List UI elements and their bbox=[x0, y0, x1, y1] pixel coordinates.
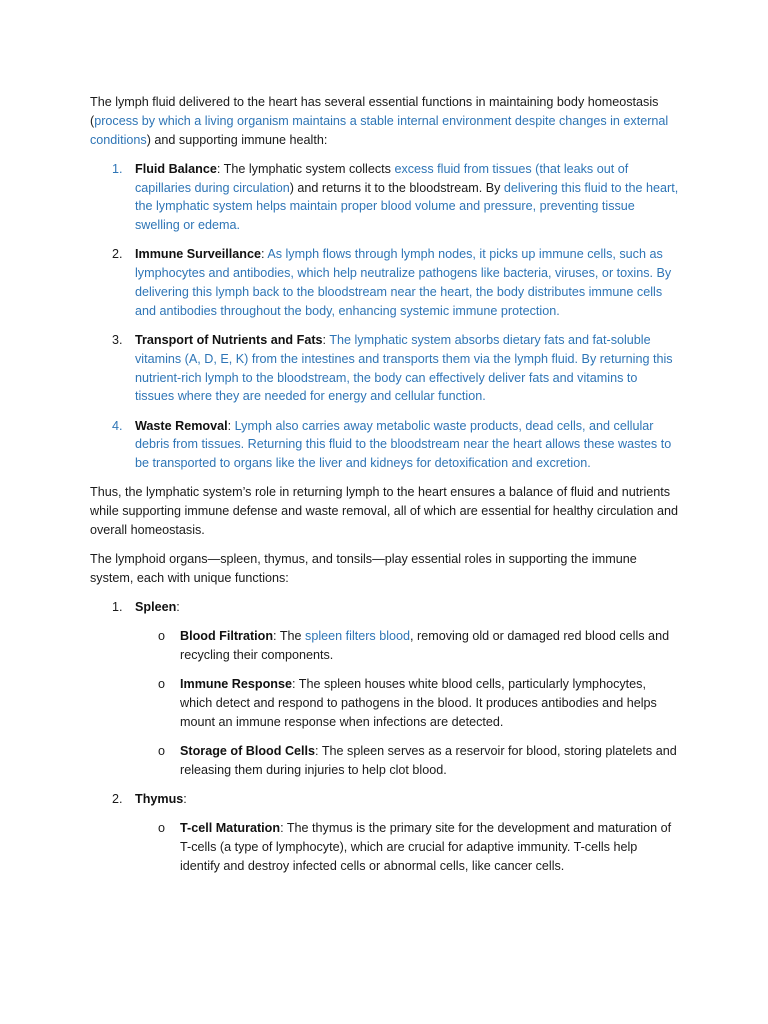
list-item-waste-removal bbox=[90, 417, 680, 473]
spleen-sublist bbox=[135, 627, 680, 779]
item-text: The lymphatic system collects bbox=[223, 161, 395, 176]
item-title: Fluid Balance bbox=[135, 161, 217, 176]
item-title: Transport of Nutrients and Fats bbox=[135, 332, 323, 347]
summary-paragraph: Thus, the lymphatic system’s role in returning lymph to the heart ensures a balance of fluid and nutrients while supporting immune defense and waste removal, all of which are essential for healthy circulation and overall homeostasis. bbox=[90, 485, 679, 537]
subitem-title: Blood Filtration bbox=[180, 629, 274, 644]
subitem-text: The spleen serves as a reservoir for blood, storing platelets and releasing them during injuries to help clot blood. bbox=[180, 744, 677, 777]
item-title: Immune Surveillance bbox=[135, 247, 261, 262]
highlight-text: Lymph also carries away metabolic waste products, dead cells, and cellular debris from tissues. Returning this fluid to the bloodstream near the heart allows these wastes to be transported to organs like the liver and kidneys for detoxification and excretion. bbox=[135, 418, 672, 471]
separator: : bbox=[216, 161, 224, 176]
highlight-text: delivering this fluid to the heart, the lymphatic system helps maintain proper blood volume and pressure, preventing tissue swelling or edema. bbox=[135, 180, 679, 233]
item-title: Spleen bbox=[135, 600, 177, 615]
list-item-fluid-balance bbox=[90, 160, 680, 235]
separator: : bbox=[227, 418, 235, 433]
thymus-sublist bbox=[135, 819, 680, 875]
list-number: 1. bbox=[112, 600, 123, 615]
list-number: 2. bbox=[112, 792, 123, 806]
list-item-spleen bbox=[90, 598, 680, 780]
subitem-text: , removing old or damaged red blood cells and recycling their components. bbox=[180, 629, 670, 663]
separator: : bbox=[291, 677, 299, 692]
sublist-item-blood-filtration bbox=[135, 627, 680, 665]
list-item-transport-nutrients bbox=[90, 331, 680, 406]
list-number: 4. bbox=[112, 418, 123, 433]
list-number: 3. bbox=[112, 332, 123, 347]
list-number: 2. bbox=[112, 247, 123, 262]
list-number: 1. bbox=[112, 161, 123, 176]
separator: : bbox=[273, 629, 280, 644]
homeostasis-definition-link[interactable]: process by which a living organism maintains a stable internal environment despite changes in external conditions bbox=[90, 113, 669, 147]
subitem-title: Immune Response bbox=[180, 677, 292, 692]
highlight-text: The lymphatic system absorbs dietary fats and fat-soluble vitamins (A, D, E, K) from the intestines and transports them via the lymph fluid. By returning this nutrient-rich lymph to the bloodstream, the body can effectively deliver fats and vitamins to tissues where they are needed for energy and cellular function. bbox=[135, 332, 673, 404]
item-text: ) and returns it to the bloodstream. By bbox=[289, 180, 504, 195]
intro-paragraph bbox=[90, 93, 680, 149]
highlight-text: excess fluid from tissues (that leaks out of capillaries during circulation bbox=[135, 161, 629, 195]
highlight-text: As lymph flows through lymph nodes, it picks up immune cells, such as lymphocytes and antibodies, which help neutralize pathogens like bacteria, viruses, or toxins. By delivering this lymph back to the bloodstream near the heart, the body distributes immune cells and antibodies throughout the body, enhancing systemic immune protection. bbox=[135, 247, 672, 318]
separator: : bbox=[315, 744, 322, 759]
highlight-text: spleen filters blood bbox=[305, 629, 411, 644]
intro-text-1: The lymph fluid delivered to the heart has several essential functions in maintaining body homeostasis ( bbox=[90, 95, 659, 128]
lymph-functions-list bbox=[90, 160, 680, 473]
item-title: Waste Removal bbox=[135, 418, 228, 433]
separator: : bbox=[261, 247, 268, 262]
sublist-item-storage-blood-cells bbox=[135, 742, 680, 780]
separator: : bbox=[280, 821, 287, 836]
sublist-item-t-cell-maturation bbox=[135, 819, 680, 875]
subitem-text: The thymus is the primary site for the development and maturation of T-cells (a type of lymphocyte), which are crucial for adaptive immunity. T-cells help identify and destroy infected cells or abnormal cells, like cancer cells. bbox=[180, 821, 672, 873]
bullet-icon: o bbox=[158, 629, 166, 644]
colon: : bbox=[183, 792, 187, 806]
subitem-text: The spleen houses white blood cells, particularly lymphocytes, which detect and respond to pathogens in the blood. It produces antibodies and helps mount an immune response when infections are detected. bbox=[180, 677, 657, 729]
separator: : bbox=[322, 332, 330, 347]
intro-text-2: ) and supporting immune health: bbox=[146, 132, 328, 147]
subitem-text: The bbox=[279, 629, 306, 644]
item-title: Thymus bbox=[135, 792, 184, 806]
bullet-icon: o bbox=[158, 744, 166, 759]
document-page bbox=[90, 93, 680, 886]
list-item-immune-surveillance bbox=[90, 245, 680, 320]
subitem-title: Storage of Blood Cells bbox=[180, 744, 316, 759]
bullet-icon: o bbox=[158, 821, 166, 836]
lymphoid-organs-list bbox=[90, 598, 680, 876]
bullet-icon: o bbox=[158, 677, 166, 692]
sublist-item-immune-response bbox=[135, 675, 680, 731]
list-item-thymus bbox=[90, 790, 680, 876]
organs-intro-paragraph: The lymphoid organs—spleen, thymus, and tonsils—play essential roles in supporting the immune system, each with unique functions: bbox=[90, 552, 637, 585]
colon: : bbox=[176, 600, 180, 615]
subitem-title: T-cell Maturation bbox=[180, 821, 281, 836]
